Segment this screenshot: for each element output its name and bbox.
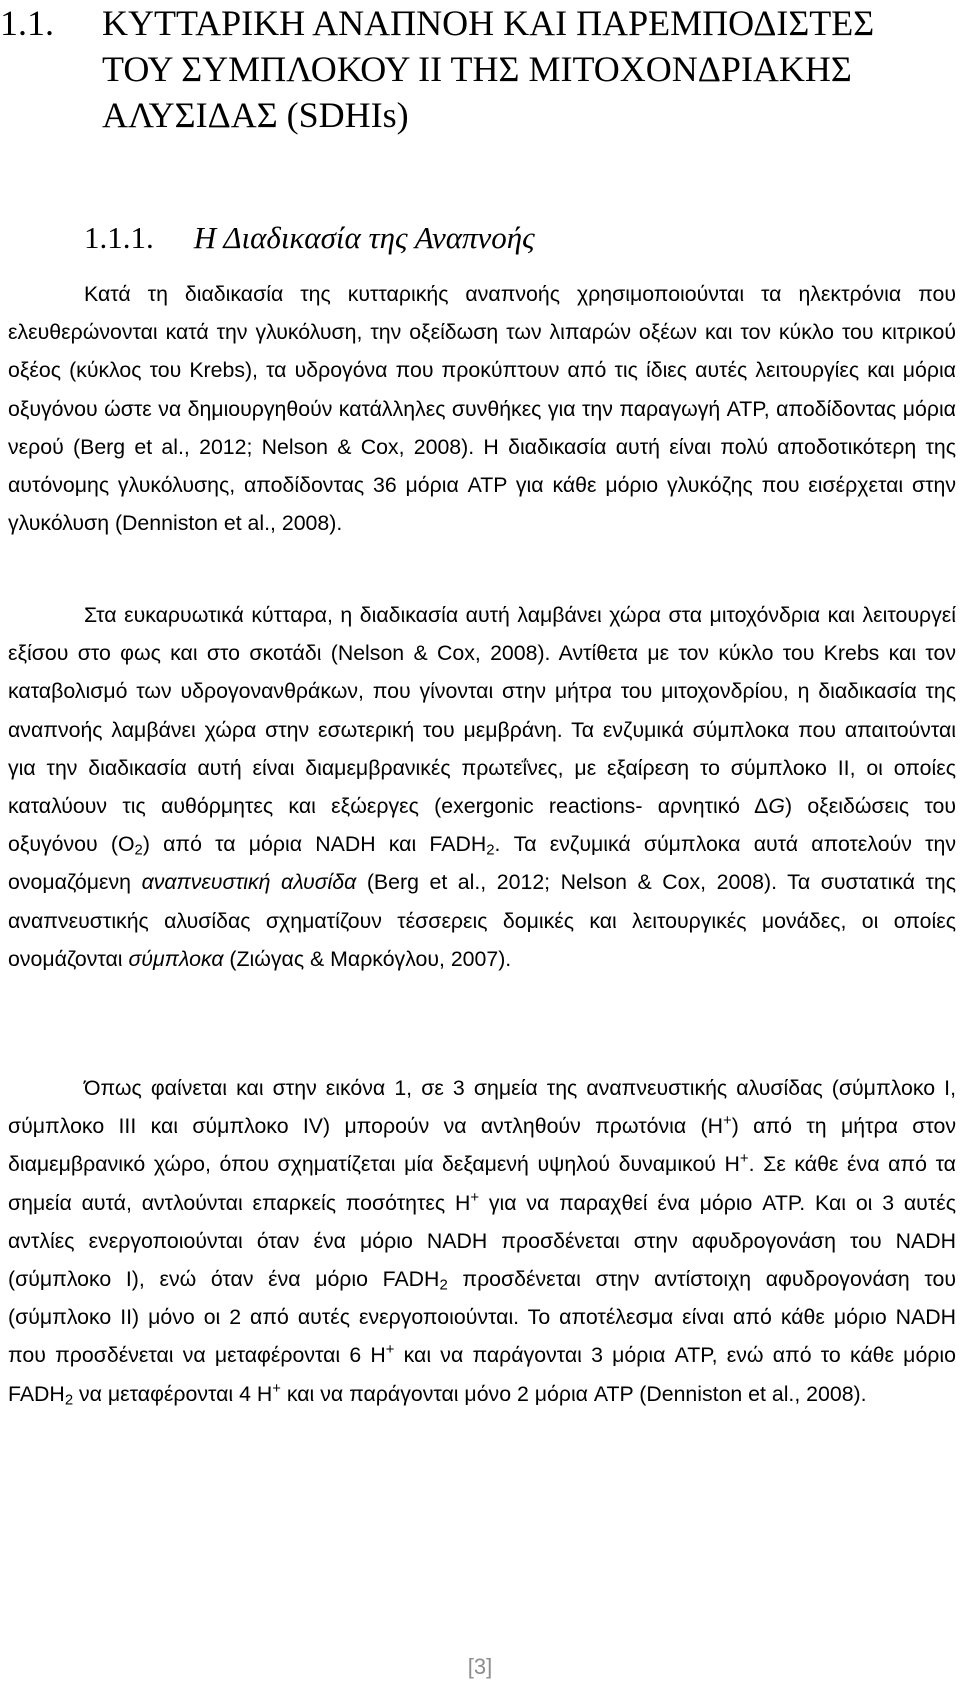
subsection-heading (84, 218, 535, 258)
p3-superscript-plus: + (722, 1113, 732, 1130)
p2-text-5: (Berg et al., 2012; Nelson & Cox, 2008). Τα συστατικά της αναπνευστικής αλυσίδας σχηματίζουν τέσσερεις δομικές και λειτουργικές μονάδες, οι οποίες ονομάζονται (8, 870, 957, 971)
p2-delta-g-symbol: G (768, 794, 785, 819)
p3-text-2: ) από τη μήτρα στον διαμεμβρανικό χώρο, όπου σχηματίζεται μία δεξαμενή υψηλού δυναμικού H (8, 1114, 956, 1177)
p3-superscript-plus: + (739, 1151, 749, 1168)
paragraph-3-block (8, 1069, 956, 1413)
p2-o2-subscript: 2 (134, 842, 143, 859)
paragraph-1: Κατά τη διαδικασία της κυτταρικής αναπνοής χρησιμοποιούνται τα ηλεκτρόνια που ελευθερώνονται κατά την γλυκόλυση, την οξείδωση των λιπαρών οξέων και τον κύκλο του κιτρικού οξέος (κύκλος του Krebs), τα υδρογόνα που προκύπτουν από τις ίδιες αυτές λειτουργίες και μόρια οξυγόνου ώστε να δημιουργηθούν κατάλληλες συνθήκες για την παραγωγή ATP, αποδίδοντας μόρια νερού (Berg et al., 2012; Nelson & Cox, 2008). Η διαδικασία αυτή είναι πολύ αποδοτικότερη της αυτόνομης γλυκόλυσης, αποδίδοντας 36 μόρια ATP για κάθε μόριο γλυκόζης που εισέρχεται στην γλυκόλυση (Denniston et al., 2008). (8, 282, 956, 536)
p3-subscript-2: 2 (64, 1392, 74, 1409)
p3-text-6: και να παράγονται 3 μόρια ATP, ενώ από το κάθε μόριο FADH (8, 1343, 956, 1406)
p3-subscript-2: 2 (439, 1277, 448, 1294)
p2-text-3: ) από τα μόρια NADH και FADH (142, 832, 487, 857)
page-number: [3] (467, 1654, 493, 1679)
subsection-number: 1.1.1. (84, 220, 154, 255)
p2-text-2: ) οξειδώσεις του οξυγόνου (O (8, 794, 957, 857)
section-number: 1.1. (0, 3, 54, 43)
p2-text-1: Στα ευκαρυωτικά κύτταρα, η διαδικασία αυτή λαμβάνει χώρα στα μιτοχόνδρια και λειτουργεί εξίσου στο φως και στο σκοτάδι (Nelson & Cox, 2008). Αντίθετα με τον κύκλο του Krebs και τον καταβολισμό των υδρογονανθράκων, που γίνονται στην μήτρα του μιτοχονδρίου, η διαδικασία της αναπνοής λαμβάνει χώρα στην εσωτερική του μεμβράνη. Τα ενζυμικά σύμπλοκα που απαιτούνται για την διαδικασία αυτή είναι διαμεμβρανικές πρωτεΐνες, με εξαίρεση το σύμπλοκο ΙΙ, οι οποίες καταλύουν τις αυθόρμητες και εξώεργες (exergonic reactions- αρνητικό Δ (8, 603, 956, 819)
paragraph-1-block (8, 275, 956, 542)
p3-superscript-plus: + (470, 1189, 480, 1206)
p3-text-8: και να παράγονται μόνο 2 μόρια ATP (Denniston et al., 2008). (280, 1381, 867, 1406)
p3-superscript-plus: + (272, 1380, 281, 1397)
p3-superscript-plus: + (385, 1342, 395, 1359)
p2-italic-term: αναπνευστική αλυσίδα (141, 870, 357, 895)
p2-text-6: (Ζιώγας & Μαρκόγλου, 2007). (223, 946, 512, 971)
paragraph-2 (8, 596, 956, 978)
section-title: ΚΥΤΤΑΡΙΚΗ ΑΝΑΠΝΟΗ ΚΑΙ ΠΑΡΕΜΠΟΔΙΣΤΕΣ ΤΟΥ ΣΥΜΠΛΟΚΟΥ ΙΙ ΤΗΣ ΜΙΤΟΧΟΝΔΡΙΑΚΗΣ ΑΛΥΣΙΔΑΣ (SDHIs) (102, 3, 875, 135)
paragraph-3 (8, 1069, 956, 1413)
subsection-title: Η Διαδικασία της Αναπνοής (193, 220, 535, 255)
p2-text-4: . Τα ενζυμικά σύμπλοκα αυτά αποτελούν την ονομαζόμενη (8, 832, 956, 895)
p3-text-1: Όπως φαίνεται και στην εικόνα 1, σε 3 σημεία της αναπνευστικής αλυσίδας (σύμπλοκο Ι, σύμπλοκο ΙΙΙ και σύμπλοκο ΙV) μπορούν να αντληθούν πρωτόνια (H (8, 1076, 956, 1139)
p3-text-3: . Σε κάθε ένα από τα σημεία αυτά, αντλούνται επαρκείς ποσότητες H (8, 1152, 956, 1215)
p2-italic-term-2: σύμπλοκα (128, 946, 224, 971)
p3-text-7: να μεταφέρονται 4 H (73, 1381, 273, 1406)
p3-text-4: για να παραχθεί ένα μόριο ATP. Και οι 3 αυτές αντλίες ενεργοποιούνται όταν ένα μόριο NADH προσδένεται στην αφυδρογονάση του NADH (σύμπλοκο Ι), ενώ όταν ένα μόριο FADH (8, 1190, 956, 1292)
p3-text-5: προσδένεται στην αντίστοιχη αφυδρογονάση του (σύμπλοκο ΙΙ) μόνο οι 2 από αυτές ενεργοποιούνται. Το αποτέλεσμα είναι από κάθε μόριο NADH που προσδένεται να μεταφέρονται 6 H (8, 1267, 956, 1368)
p2-fadh2-subscript: 2 (486, 842, 495, 859)
paragraph-2-block (8, 596, 956, 978)
